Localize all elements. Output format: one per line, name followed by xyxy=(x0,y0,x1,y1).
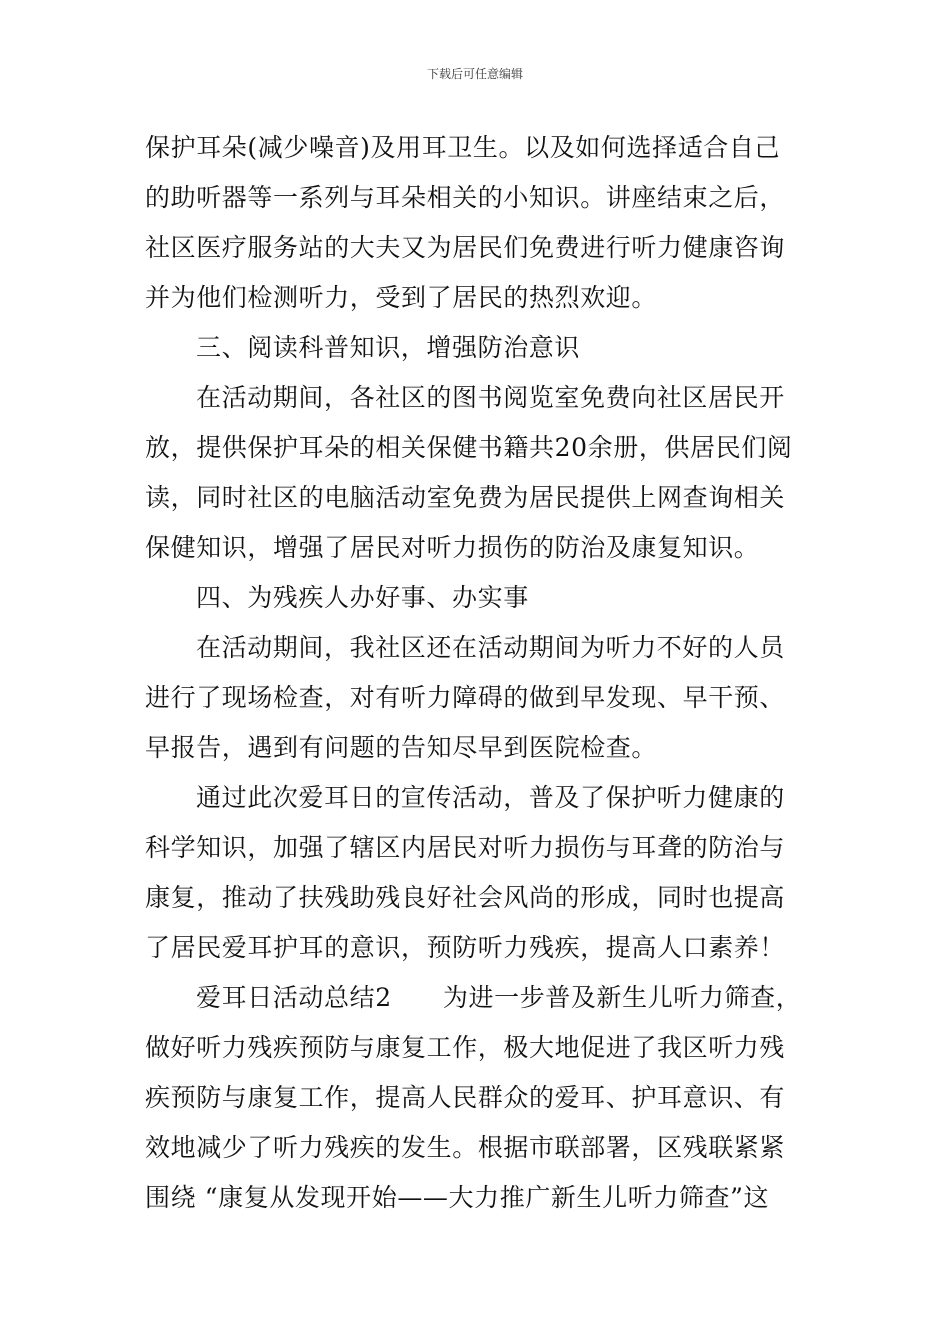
text-line: 爱耳日活动总结2 为进一步普及新生儿听力筛查， xyxy=(196,983,802,1012)
text-line: 的助听器等一系列与耳朵相关的小知识。讲座结束之后， xyxy=(145,183,786,212)
page-header: 下载后可任意编辑 xyxy=(426,67,523,81)
text-line: 读，同时社区的电脑活动室免费为居民提供上网查询相关 xyxy=(145,483,786,512)
text-line: 了居民爱耳护耳的意识，预防听力残疾，提高人口素养！ xyxy=(145,933,786,962)
text-line: 社区医疗服务站的大夫又为居民们免费进行听力健康咨询 xyxy=(145,233,786,262)
text-line: 通过此次爱耳日的宣传活动，普及了保护听力健康的 xyxy=(196,783,785,812)
text-line: 康复，推动了扶残助残良好社会风尚的形成，同时也提高 xyxy=(145,883,786,912)
text-line: 进行了现场检查，对有听力障碍的做到早发现、早干预、 xyxy=(145,683,786,712)
text-line: 疾预防与康复工作，提高人民群众的爱耳、护耳意识、有 xyxy=(145,1083,786,1112)
text-line: 在活动期间，各社区的图书阅览室免费向社区居民开 xyxy=(196,383,785,412)
section-heading: 四、为残疾人办好事、办实事 xyxy=(196,583,529,612)
text-line: 保健知识，增强了居民对听力损伤的防治及康复知识。 xyxy=(145,533,760,562)
text-line: 围绕 “康复从发现开始——大力推广新生儿听力筛查”这 xyxy=(145,1183,770,1212)
text-line: 做好听力残疾预防与康复工作，极大地促进了我区听力残 xyxy=(145,1033,786,1062)
text-line: 并为他们检测听力，受到了居民的热烈欢迎。 xyxy=(145,283,658,312)
text-line: 在活动期间，我社区还在活动期间为听力不好的人员 xyxy=(196,633,785,662)
text-line: 保护耳朵(减少噪音)及用耳卫生。以及如何选择适合自己 xyxy=(145,133,781,162)
text-line: 科学知识，加强了辖区内居民对听力损伤与耳聋的防治与 xyxy=(145,833,786,862)
text-line: 放，提供保护耳朵的相关保健书籍共20余册，供居民们阅 xyxy=(145,433,793,462)
text-line: 早报告，遇到有问题的告知尽早到医院检查。 xyxy=(145,733,658,762)
text-line: 效地减少了听力残疾的发生。根据市联部署，区残联紧紧 xyxy=(145,1133,786,1162)
section-heading: 三、阅读科普知识，增强防治意识 xyxy=(196,333,581,362)
